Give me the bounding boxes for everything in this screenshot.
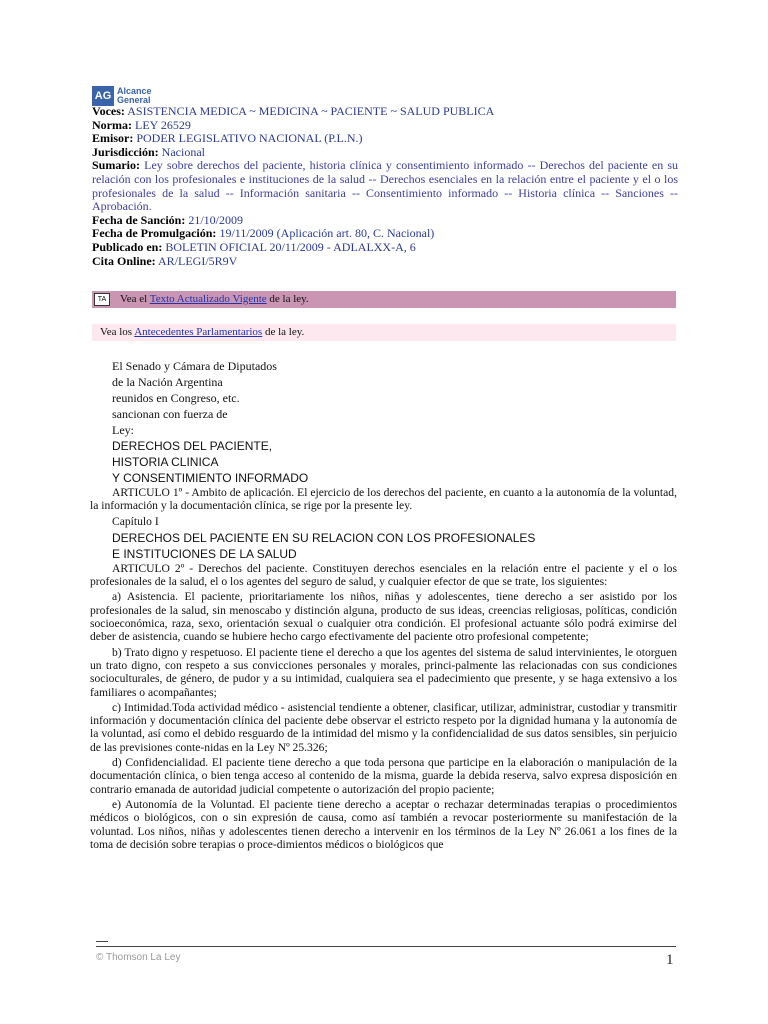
footer-divider bbox=[96, 946, 676, 947]
law-body bbox=[90, 358, 677, 853]
law-title-line: DERECHOS DEL PACIENTE, bbox=[112, 439, 273, 453]
chapter-title-line: DERECHOS DEL PACIENTE EN SU RELACION CON LOS PROFESIONALES bbox=[112, 530, 536, 545]
texto-actualizado-text bbox=[120, 291, 309, 308]
sumario-value: Ley sobre derechos del paciente, historia clínica y consentimiento informado -- Derechos del paciente en su relación con los profesionales e instituciones de la salud -- Derechos esenciales en la relación entre el paciente y el o los profesionales de la salud -- Información sanitaria -- Consentimiento informado -- Historia clínica -- Sanciones -- Aprobación. bbox=[92, 158, 679, 214]
logo-line-2: General bbox=[117, 95, 151, 105]
norma-row bbox=[92, 119, 678, 133]
antecedentes-text bbox=[100, 326, 304, 338]
chapter-label: Capítulo I bbox=[112, 514, 159, 528]
preamble-line: de la Nación Argentina bbox=[112, 375, 223, 389]
bar2-prefix: Vea los bbox=[100, 326, 133, 338]
item-b-trato-digno: b) Trato digno y respetuoso. El paciente tiene el derecho a que los agentes del sistema de salud intervinientes, le otorguen un trato digno, con respeto a sus convicciones personales y morales, princi-palmente las relacionadas con sus condiciones socioculturales, de género, de pudor y a su intimidad, cualquiera sea el padecimiento que presente, y se haga extensivo a los familiares o acompañantes; bbox=[90, 645, 677, 699]
preamble bbox=[112, 358, 677, 438]
emisor-row bbox=[92, 132, 678, 146]
emisor-value: PODER LEGISLATIVO NACIONAL (P.L.N.) bbox=[136, 131, 363, 146]
promulgacion-row bbox=[92, 227, 678, 241]
voces-label: Voces: bbox=[92, 104, 125, 118]
chapter-title-line: E INSTITUCIONES DE LA SALUD bbox=[112, 546, 297, 561]
sumario-row bbox=[92, 159, 678, 213]
alcance-general-logo bbox=[92, 86, 152, 106]
cita-value: AR/LEGI/5R9V bbox=[158, 253, 238, 268]
preamble-line: Ley: bbox=[112, 423, 134, 437]
promulgacion-value: 19/11/2009 (Aplicación art. 80, C. Nacional) bbox=[219, 226, 435, 241]
law-title-line: HISTORIA CLINICA bbox=[112, 455, 219, 469]
jurisdiccion-row bbox=[92, 146, 678, 160]
preamble-line: reunidos en Congreso, etc. bbox=[112, 391, 240, 405]
antecedentes-parlamentarios-link[interactable]: Antecedentes Parlamentarios bbox=[134, 326, 263, 338]
law-title-line: Y CONSENTIMIENTO INFORMADO bbox=[112, 471, 309, 485]
preamble-line: El Senado y Cámara de Diputados bbox=[112, 359, 277, 373]
item-d-confidencialidad: d) Confidencialidad. El paciente tiene derecho a que toda persona que participe en la elaboración o manipulación de la documentación clínica, o bien tenga acceso al contenido de la misma, guarde la debida reserva, salvo expresa disposición en contrario emanada de autoridad judicial competente o autorización del propio paciente; bbox=[90, 756, 677, 796]
footer-dash bbox=[96, 941, 108, 942]
bar1-prefix: Vea el bbox=[120, 293, 148, 305]
ag-logo-mark: AG bbox=[92, 86, 114, 106]
copyright-text: © Thomson La Ley bbox=[96, 952, 181, 963]
texto-actualizado-bar bbox=[92, 291, 676, 308]
logo-line-1: Alcance bbox=[117, 86, 152, 96]
jurisdiccion-value: Nacional bbox=[161, 144, 205, 159]
norma-label: Norma: bbox=[92, 117, 132, 132]
texto-actualizado-link[interactable]: Texto Actualizado Vigente bbox=[149, 293, 267, 305]
bar1-suffix: de la ley. bbox=[269, 293, 309, 305]
cita-row bbox=[92, 255, 678, 269]
sumario-label: Sumario: bbox=[92, 158, 140, 173]
metadata-block bbox=[92, 105, 678, 268]
sancion-label: Fecha de Sanción: bbox=[92, 212, 186, 227]
preamble-line: sancionan con fuerza de bbox=[112, 407, 228, 421]
voces-row bbox=[92, 105, 678, 119]
jurisdiccion-label: Jurisdicción: bbox=[92, 144, 159, 159]
chapter-title bbox=[112, 530, 677, 562]
item-e-autonomia: e) Autonomía de la Voluntad. El paciente tiene derecho a aceptar o rechazar determinadas terapias o procedimientos médicos o biológicos, con o sin expresión de causa, como así también a revocar posteriormente su manifestación de la voluntad. Los niños, niñas y adolescentes tienen derecho a intervenir en los términos de la Ley Nº 26.061 a los fines de la toma de decisión sobre terapias o proce-dimientos médicos o biológicos que bbox=[90, 797, 677, 851]
ta-icon: TA bbox=[94, 293, 110, 306]
articulo-1: ARTICULO 1º - Ambito de aplicación. El ejercicio de los derechos del paciente, en cuanto a la autonomía de la voluntad, la información y la documentación clínica, se rige por la presente ley. bbox=[90, 486, 677, 513]
item-a-asistencia: a) Asistencia. El paciente, prioritariamente los niños, niñas y adolescentes, tiene derecho a ser asistido por los profesionales de la salud, sin menoscabo y distinción alguna, producto de sus ideas, creencias religiosas, políticas, condición socioeconómica, raza, sexo, orientación sexual o cualquier otra condición. El profesional actuante sólo podrá eximirse del deber de asistencia, cuando se hubiere hecho cargo efectivamente del paciente otro profesional competente; bbox=[90, 590, 677, 644]
emisor-label: Emisor: bbox=[92, 131, 134, 146]
antecedentes-bar bbox=[92, 324, 676, 341]
law-title bbox=[112, 438, 677, 486]
norma-value: LEY 26529 bbox=[134, 117, 191, 132]
voces-value: ASISTENCIA MEDICA ~ MEDICINA ~ PACIENTE ~ SALUD PUBLICA bbox=[127, 104, 495, 118]
sancion-row bbox=[92, 214, 678, 228]
publicado-label: Publicado en: bbox=[92, 239, 163, 254]
page-number: 1 bbox=[666, 952, 674, 968]
item-c-intimidad: c) Intimidad.Toda actividad médico - asistencial tendiente a obtener, clasificar, utilizar, administrar, custodiar y transmitir información y documentación clínica del paciente debe observar el estricto respeto por la dignidad humana y la autonomía de la voluntad, así como el debido resguardo de la intimidad del mismo y la confidencialidad de sus datos sensibles, sin perjuicio de las previsiones conte-nidas en la Ley Nº 25.326; bbox=[90, 700, 677, 754]
sancion-value: 21/10/2009 bbox=[188, 212, 244, 227]
bar2-suffix: de la ley. bbox=[264, 326, 305, 338]
cita-label: Cita Online: bbox=[92, 253, 156, 268]
publicado-value: BOLETIN OFICIAL 20/11/2009 - ADLALXX-A, 6 bbox=[165, 239, 416, 254]
promulgacion-label: Fecha de Promulgación: bbox=[92, 226, 217, 241]
publicado-row bbox=[92, 241, 678, 255]
articulo-2: ARTICULO 2º - Derechos del paciente. Constituyen derechos esenciales en la relación entre el paciente y el o los profesionales de la salud, el o los agentes del seguro de salud, y cualquier efector de que se trate, los siguientes: bbox=[90, 561, 677, 589]
logo-wordmark bbox=[117, 87, 152, 105]
